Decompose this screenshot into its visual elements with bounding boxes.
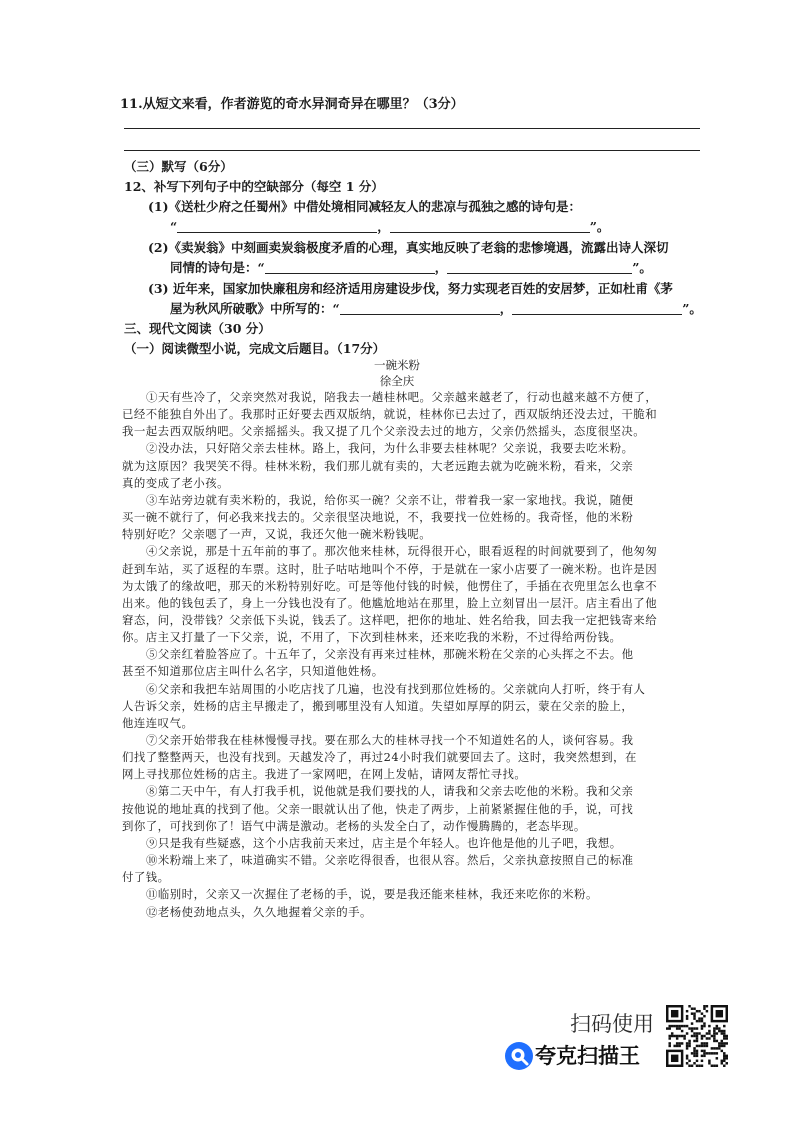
brand-name: 夸克扫描王 <box>535 1044 640 1068</box>
answer-line-2 <box>124 150 700 151</box>
question-12-3-blanks <box>170 299 702 317</box>
story-line: ④父亲说，那是十五年前的事了。那次他来桂林，玩得很开心，眼看返程的时间就要到了，他匆匆 <box>146 544 658 559</box>
close-quote: ”。 <box>632 260 652 275</box>
story-line: ⑫老杨使劲地点头，久久地握着父亲的手。 <box>146 904 372 919</box>
comma: ， <box>377 219 390 234</box>
close-quote: ”。 <box>589 219 610 234</box>
story-line: 我一起去西双版纳吧。父亲摇摇头。我又提了几个父亲没去过的地方，父亲仍然摇头，态度很坚决。 <box>122 424 646 439</box>
prompt-tail: 屋为秋风所破歌》中所写的：“ <box>170 301 340 316</box>
quark-logo-icon <box>504 1041 534 1071</box>
story-author: 徐全庆 <box>379 374 415 388</box>
qr-code-icon[interactable] <box>666 1005 728 1067</box>
story-line: 付了钱。 <box>122 870 170 885</box>
prompt-tail: 同情的诗句是：“ <box>170 260 265 275</box>
story-line: 网上寻找那位姓杨的店主。我进了一家网吧，在网上发帖，请网友帮忙寻找。 <box>122 767 527 782</box>
answer-line-1 <box>124 128 700 129</box>
story-line: ⑨只是我有些疑惑，这个小店我前天来过，店主是个年轻人。也许他是他的儿子吧，我想。 <box>146 835 622 850</box>
story-line: 窘态，问，没带钱？父亲低下头说，钱丢了。这样吧，把你的地址、姓名给我，回去我一定把钱寄来给 <box>122 612 658 627</box>
story-line: 特别好吃？父亲嗯了一声，又说，我还欠他一碗米粉钱呢。 <box>122 527 432 542</box>
story-line: 已经不能独自外出了。我那时正好要去西双版纳，就说，桂林你已去过了，西双版纳还没去过，干脆和 <box>122 407 658 422</box>
answer-blank[interactable] <box>265 261 435 274</box>
story-line: 们找了整整两天，也没有找到。天越发冷了，再过24小时我们就要回去了。这时，我突然想到，在 <box>122 750 637 765</box>
question-11: 11.从短文来看，作者游览的奇水异洞奇异在哪里？（3分） <box>120 97 464 112</box>
question-12-3-prompt: (3) 近年来，国家加快廉租房和经济适用房建设步伐，努力实现老百姓的安居梦，正如杜甫《茅 <box>148 281 673 296</box>
answer-blank[interactable] <box>447 261 632 274</box>
question-12-2-blanks <box>170 258 652 276</box>
part-3-1-heading: （一）阅读微型小说，完成文后题目。（17分） <box>124 341 386 356</box>
comma: ， <box>434 260 448 275</box>
section-dictation-heading: （三）默写（6分） <box>124 159 233 174</box>
question-12-1-blanks <box>170 217 609 235</box>
story-line: 为太饿了的缘故吧，那天的米粉特别好吃。可是等他付钱的时候，他愣住了，手插在衣兜里怎么也拿不 <box>122 578 658 593</box>
question-12: 12、补写下列句子中的空缺部分（每空 1 分） <box>124 179 384 194</box>
story-line: 他连连叹气。 <box>122 715 194 730</box>
story-line: ⑥父亲和我把车站周围的小吃店找了几遍，也没有找到那位姓杨的。父亲就向人打听，终于有人 <box>146 681 646 696</box>
answer-blank[interactable] <box>390 220 590 233</box>
story-line: 真的变成了老小孩。 <box>122 475 230 490</box>
story-line: 人告诉父亲，姓杨的店主早搬走了，搬到哪里没有人知道。失望如厚厚的阴云，蒙在父亲的脸上， <box>122 698 634 713</box>
story-line: ⑩米粉端上来了，味道确实不错。父亲吃得很香，也很从容。然后，父亲执意按照自己的标准 <box>146 853 634 868</box>
answer-blank[interactable] <box>177 220 377 233</box>
story-line: ⑪临别时，父亲又一次握住了老杨的手，说，要是我还能来桂林，我还来吃你的米粉。 <box>146 887 598 902</box>
open-quote: “ <box>170 219 178 234</box>
story-line: ②没办法，只好陪父亲去桂林。路上，我问，为什么非要去桂林呢？父亲说，我要去吃米粉。 <box>146 441 634 456</box>
story-line: 到你了，可找到你了！语气中满是激动。老杨的头发全白了，动作慢腾腾的，老态毕现。 <box>122 818 586 833</box>
story-line: 按他说的地址真的找到了他。父亲一眼就认出了他，快走了两步，上前紧紧握住他的手，说，可找 <box>122 801 634 816</box>
comma: ， <box>499 301 513 316</box>
question-12-2-prompt: (2)《卖炭翁》中刻画卖炭翁极度矛盾的心理，真实地反映了老翁的悲惨境遇，流露出诗人深切 <box>148 240 669 255</box>
story-line: 赶到车站，买了返程的车票。这时，肚子咕咕地叫个不停，于是就在一家小店要了一碗米粉。也许是因 <box>122 561 658 576</box>
story-line: 你。店主又打量了一下父亲，说，不用了，下次到桂林来，还来吃我的米粉，不过得给两份钱。 <box>122 630 622 645</box>
close-quote: ”。 <box>682 301 702 316</box>
story-line: 就为这原因？我哭笑不得。桂林米粉，我们那儿就有卖的，大老远跑去就为吃碗米粉，看来，父亲 <box>122 458 634 473</box>
story-line: ①天有些冷了，父亲突然对我说，陪我去一趟桂林吧。父亲越来越老了，行动也越来越不方便了， <box>146 390 658 404</box>
part-3-heading: 三、现代文阅读（30 分） <box>124 321 271 336</box>
answer-blank[interactable] <box>512 302 682 315</box>
story-line: 甚至不知道那位店主叫什么名字，只知道他姓杨。 <box>122 664 384 679</box>
story-line: ⑦父亲开始带我在桂林慢慢寻找。要在那么大的桂林寻找一个不知道姓名的人，谈何容易。我 <box>146 733 634 747</box>
answer-blank[interactable] <box>340 302 500 315</box>
story-line: 出来。他的钱包丢了，身上一分钱也没有了。他尴尬地站在那里，脸上立刻冒出一层汗。店主看出了他 <box>122 595 658 610</box>
story-line: ③车站旁边就有卖米粉的，我说，给你买一碗？父亲不让，带着我一家一家地找。我说，随便 <box>146 492 634 507</box>
story-line: ⑧第二天中午，有人打我手机，说他就是我们要找的人，请我和父亲去吃他的米粉。我和父亲 <box>146 784 634 799</box>
story-title: 一碗米粉 <box>374 358 420 372</box>
story-line: ⑤父亲红着脸答应了。十五年了，父亲没有再来过桂林，那碗米粉在父亲的心头挥之不去。他 <box>146 647 634 662</box>
story-line: 买一碗不就行了，何必我来找去的。父亲很坚决地说，不，我要找一位姓杨的。我奇怪，他的米粉 <box>122 510 634 525</box>
question-12-1-prompt: (1)《送杜少府之任蜀州》中借处境相同减轻友人的悲凉与孤独之感的诗句是： <box>148 199 582 214</box>
scan-label: 扫码使用 <box>570 1012 654 1036</box>
